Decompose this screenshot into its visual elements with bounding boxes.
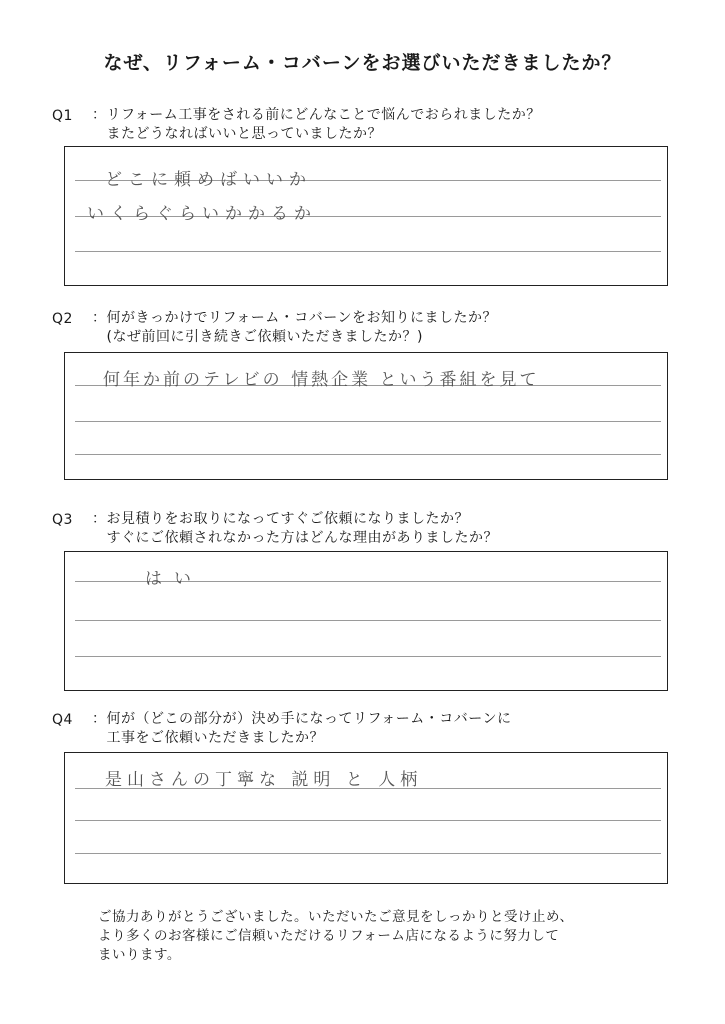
q2-label: Q2	[52, 311, 73, 327]
q1-answer-line-2: いくらぐらいかかるか	[87, 204, 317, 224]
q3-answer-line-1: はい	[145, 569, 203, 589]
q4-answer-line-1: 是山さんの丁寧な 説明 と 人柄	[105, 770, 423, 790]
q4-label: Q4	[52, 712, 73, 728]
q2-answer-box	[64, 352, 668, 480]
q1-text: ：リフォーム工事をされる前にどんなことで悩んでおられましたか？ またどうなればいいと思っていましたか？	[92, 107, 541, 142]
q3-label: Q3	[52, 512, 73, 528]
q4-text: ：何が（どこの部分が）決め手になってリフォーム・コバーンに 工事をご依頼いただきましたか？	[92, 711, 512, 746]
q2-text: ：何がきっかけでリフォーム・コバーンをお知りにましたか？ (なぜ前回に引き続きご依頼いただきましたか？)	[92, 310, 498, 345]
q3-text: ：お見積りをお取りになってすぐご依頼になりましたか？ すぐにご依頼されなかった方はどんな理由がありましたか？	[92, 511, 498, 546]
q4-answer-box	[64, 752, 668, 884]
q1-answer-line-1: どこに頼めばいいか	[105, 170, 312, 190]
q1-label: Q1	[52, 108, 73, 124]
page-title: なぜ、リフォーム・コバーンをお選びいただきましたか？	[103, 52, 622, 74]
q3-answer-box	[64, 551, 668, 691]
q2-answer-line-1: 何年か前のテレビの 情熱企業 という番組を見て	[103, 370, 540, 390]
q1-answer-box	[64, 146, 668, 286]
closing-message: ご協力ありがとうございました。いただいたご意見をしっかりと受け止め、 より多くのお客様にご信頼いただけるリフォーム店になるように努力して まいります。	[98, 909, 574, 963]
